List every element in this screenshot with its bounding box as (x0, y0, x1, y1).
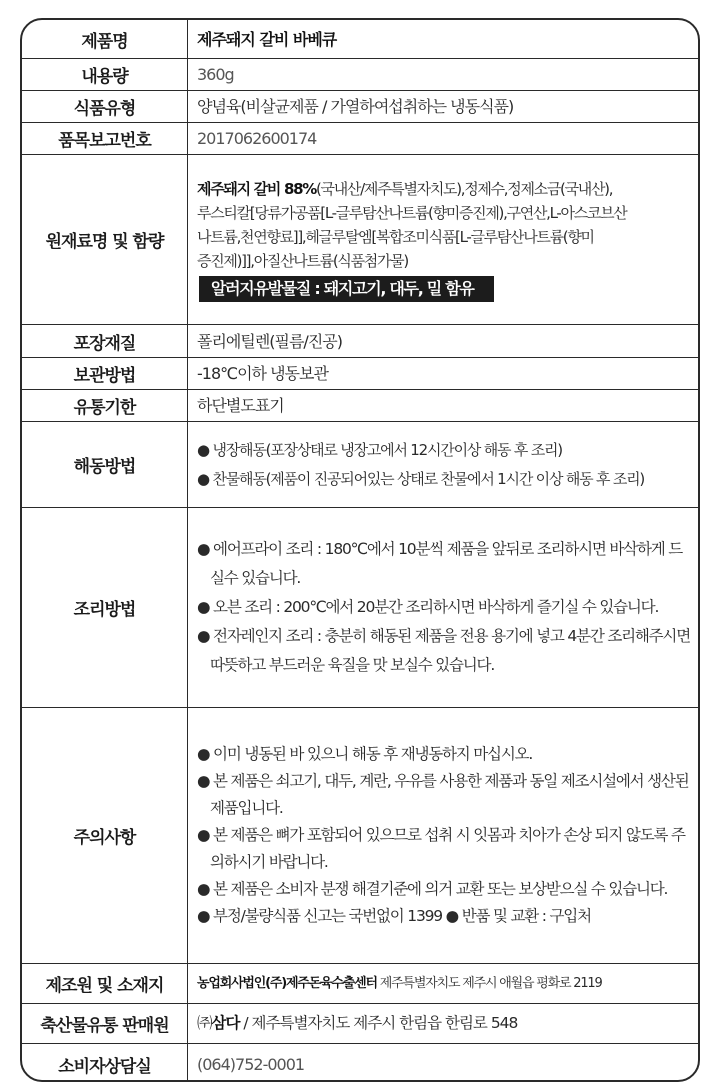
row-food-type (22, 90, 698, 122)
ingredients-line-3: 나트륨,천연향료]],헤글루탈엠[복합조미식품[L-글루탐산나트륨(향미 (197, 228, 594, 246)
distributor-address: / 제주특별자치도 제주시 한림읍 한림로 548 (239, 1014, 518, 1032)
row-volume (22, 58, 698, 90)
value-expiry: 하단별도표기 (197, 396, 284, 415)
thawing-item: ● 냉장해동(포장상태로 냉장고에서 12시간이상 해동 후 조리) (197, 440, 562, 459)
value-volume: 360g (197, 65, 234, 84)
label-packaging: 포장재질 (22, 325, 188, 357)
row-packaging (22, 324, 698, 357)
caution-item: ● 본 제품은 쇠고기, 대두, 계란, 우유를 사용한 제품과 동일 제조시설에서 생산된 제품입니다. (197, 772, 689, 817)
value-manufacturer (197, 964, 692, 1003)
distributor-prefix: ㈜ (197, 1014, 212, 1032)
thawing-item: ● 찬물해동(제품이 진공되어있는 상태로 찬물에서 1시간 이상 해동 후 조리) (197, 469, 645, 488)
value-packaging: 폴리에틸렌(필름/진공) (197, 331, 342, 351)
ingredients-line-2: 루스티칼[당류가공품[L-글루탐산나트륨(향미증진제),구연산,L-아스코브산 (197, 204, 627, 222)
cooking-item: ● 전자레인지 조리 : 충분히 해동된 제품을 전용 용기에 넣고 4분간 조리해주시면 따뜻하고 부드러운 육질을 맛 보실수 있습니다. (197, 627, 690, 674)
ingredients-text-1: (국내산/제주특별자치도),정제수,정제소금(국내산), (316, 180, 613, 198)
row-cooking (22, 507, 698, 707)
label-report-no: 품목보고번호 (22, 123, 188, 154)
row-storage (22, 357, 698, 389)
label-food-type: 식품유형 (22, 91, 188, 122)
label-consumer: 소비자상담실 (22, 1044, 188, 1082)
manufacturer-name: 농업회사법인(주)제주돈육수출센터 (197, 976, 377, 991)
label-expiry: 유통기한 (22, 390, 188, 421)
manufacturer-address: 제주특별자치도 제주시 애월읍 평화로 2119 (376, 976, 602, 991)
distributor-name: 삼다 (211, 1014, 240, 1032)
value-thawing (197, 422, 692, 507)
label-manufacturer: 제조원 및 소재지 (22, 964, 188, 1003)
ingredients-line-4: 증진제)]],아질산나트륨(식품첨가물) (197, 252, 408, 270)
value-cooking (197, 508, 692, 707)
caution-item: ● 부정/불량식품 신고는 국번없이 1399 ● 반품 및 교환 : 구입처 (197, 907, 591, 925)
row-consumer (22, 1043, 698, 1082)
label-product-name: 제품명 (22, 20, 188, 58)
label-storage: 보관방법 (22, 358, 188, 389)
row-caution (22, 707, 698, 963)
value-storage: -18℃이하 냉동보관 (197, 364, 328, 383)
value-distributor (197, 1004, 692, 1043)
caution-item: ● 본 제품은 소비자 분쟁 해결기준에 의거 교환 또는 보상받으실 수 있습니다. (197, 880, 668, 898)
label-ingredients: 원재료명 및 함량 (22, 155, 188, 324)
label-cooking: 조리방법 (22, 508, 188, 707)
label-thawing: 해동방법 (22, 422, 188, 507)
row-expiry (22, 389, 698, 421)
value-product-name: 제주돼지 갈비 바베큐 (197, 29, 337, 49)
label-caution: 주의사항 (22, 708, 188, 963)
label-volume: 내용량 (22, 59, 188, 90)
row-report-no (22, 122, 698, 154)
caution-item: ● 이미 냉동된 바 있으니 해동 후 재냉동하지 마십시오. (197, 745, 533, 763)
value-report-no: 2017062600174 (197, 129, 317, 148)
ingredients-lead: 제주돼지 갈비 88% (197, 180, 316, 198)
row-distributor (22, 1003, 698, 1043)
row-thawing (22, 421, 698, 507)
row-product-name (22, 20, 698, 58)
value-food-type: 양념육(비살균제품 / 가열하여섭취하는 냉동식품) (197, 97, 514, 116)
value-ingredients (197, 155, 692, 324)
label-table (20, 18, 700, 1082)
value-consumer: (064)752-0001 (197, 1054, 305, 1074)
caution-item: ● 본 제품은 뼈가 포함되어 있으므로 섭취 시 잇몸과 치아가 손상 되지 않도록 주의하시기 바랍니다. (197, 826, 685, 871)
cooking-item: ● 에어프라이 조리 : 180℃에서 10분씩 제품을 앞뒤로 조리하시면 바삭하게 드실수 있습니다. (197, 540, 683, 587)
value-caution (197, 708, 692, 963)
row-ingredients (22, 154, 698, 324)
row-manufacturer (22, 963, 698, 1003)
label-distributor: 축산물유통 판매원 (22, 1004, 188, 1043)
ingredients-line-1 (197, 177, 692, 201)
allergen-box: 알러지유발물질 : 돼지고기, 대두, 밀 함유 (199, 276, 494, 302)
cooking-item: ● 오븐 조리 : 200℃에서 20분간 조리하시면 바삭하게 즐기실 수 있습니다. (197, 598, 659, 616)
